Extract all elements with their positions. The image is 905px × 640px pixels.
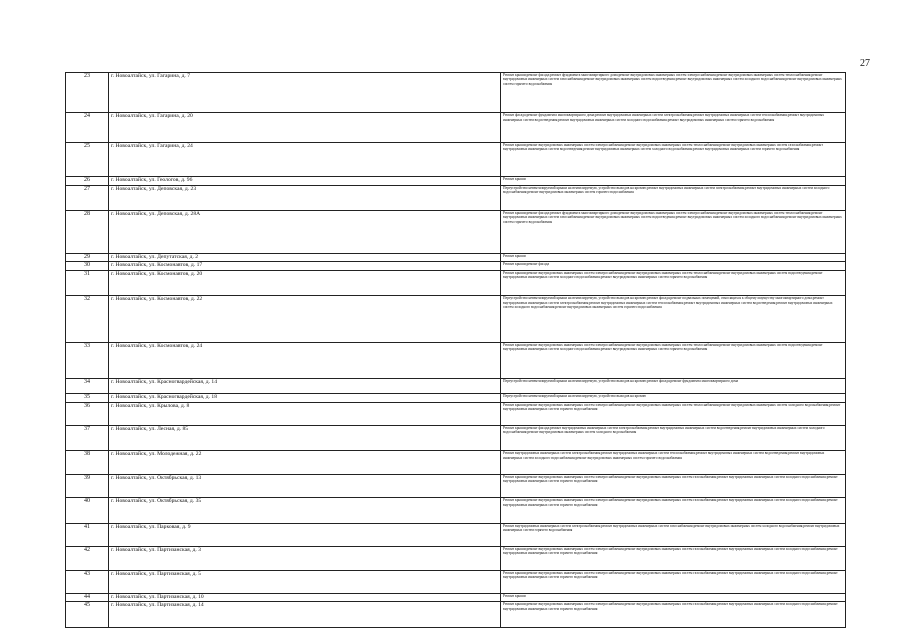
row-number: 24 — [66, 113, 109, 143]
row-number: 39 — [66, 474, 109, 497]
table-row — [66, 211, 846, 254]
row-number: 31 — [66, 270, 109, 296]
table-row — [66, 523, 846, 546]
table-row — [66, 73, 846, 113]
row-address: г. Новоалтайск, ул. Деповская, д. 28А — [109, 211, 501, 254]
row-works: Переустройство невентилируемой крыши на вентилируемую, устройство выходов на кровлю;ремонт внутридомовых инженерных систем электроснабжения;ремонт внутридомовых инженерных систем холодного водоснабжения;ремонт внутридомовых инженерных систем горячего водоснабжения — [501, 185, 846, 211]
table-row — [66, 402, 846, 425]
row-address: г. Новоалтайск, ул. Гагарина, д. 7 — [109, 73, 501, 113]
row-address: г. Новоалтайск, ул. Красногвардейская, д. 18 — [109, 394, 501, 403]
row-address: г. Новоалтайск, ул. Космонавтов, д. 24 — [109, 343, 501, 379]
row-address: г. Новоалтайск, ул. Партизанская, д. 5 — [109, 570, 501, 593]
row-number: 32 — [66, 296, 109, 343]
row-number: 44 — [66, 593, 109, 602]
row-number: 28 — [66, 211, 109, 254]
row-number: 33 — [66, 343, 109, 379]
table-row — [66, 394, 846, 403]
works-table — [65, 72, 846, 628]
row-address: г. Новоалтайск, ул. Космонавтов, д. 17 — [109, 262, 501, 271]
row-number: 37 — [66, 425, 109, 451]
row-works: Переустройство невентилируемой крыши на вентилируемую, устройство выходов на кровлю — [501, 394, 846, 403]
row-works: Ремонт крыши;ремонт фасада;ремонт фундамента многоквартирного дома;ремонт внутридомовых инженерных систем электроснабжения;ремонт внутридомовых инженерных систем теплоснабжения;ремонт внутридомовых инженерных систем газоснабжения;ремонт внутридомовых инженерных систем водоотведения;ремонт внутридомовых инженерных систем холодного водоснабжения;ремонт внутридомовых инженерных систем горячего водоснабжения — [501, 211, 846, 254]
row-address: г. Новоалтайск, ул. Парковая, д. 9 — [109, 523, 501, 546]
row-works: Ремонт крыши;ремонт внутридомовых инженерных систем электроснабжения;ремонт внутридомовых инженерных систем газоснабжения;ремонт внутридомовых инженерных систем холодного водоснабжения;ремонт внутридомовых инженерных систем горячего водоснабжения — [501, 602, 846, 628]
row-works: Ремонт внутридомовых инженерных систем электроснабжения;ремонт внутридомовых инженерных систем теплоснабжения;ремонт внутридомовых инженерных систем водоотведения;ремонт внутридомовых инженерных систем холодного водоснабжения;ремонт внутридомовых инженерных систем горячего водоснабжения — [501, 451, 846, 474]
row-number: 36 — [66, 402, 109, 425]
table-row — [66, 262, 846, 271]
row-works: Ремонт крыши — [501, 593, 846, 602]
table-row — [66, 425, 846, 451]
table-row — [66, 270, 846, 296]
row-address: г. Новоалтайск, ул. Партизанская, д. 10 — [109, 593, 501, 602]
table-row — [66, 177, 846, 186]
row-works: Ремонт крыши;ремонт внутридомовых инженерных систем электроснабжения;ремонт внутридомовых инженерных систем газоснабжения;ремонт внутридомовых инженерных систем холодного водоснабжения;ремонт внутридомовых инженерных систем горячего водоснабжения — [501, 547, 846, 570]
page-number: 27 — [860, 58, 870, 69]
row-number: 34 — [66, 379, 109, 394]
row-number: 35 — [66, 394, 109, 403]
table-row — [66, 474, 846, 497]
row-address: г. Новоалтайск, ул. Деповская, д. 23 — [109, 185, 501, 211]
row-address: г. Новоалтайск, ул. Октябрьская, д. 13 — [109, 474, 501, 497]
table-row — [66, 253, 846, 262]
row-works: Ремонт крыши;ремонт внутридомовых инженерных систем электроснабжения;ремонт внутридомовых инженерных систем теплоснабжения;ремонт внутридомовых инженерных систем газоснабжения;ремонт внутридомовых инженерных систем водоотведения;ремонт внутридомовых инженерных систем холодного водоснабжения;ремонт внутридомовых инженерных систем горячего водоснабжения — [501, 143, 846, 177]
row-address: г. Новоалтайск, ул. Октябрьская, д. 35 — [109, 498, 501, 524]
row-works: Ремонт крыши;ремонт внутридомовых инженерных систем электроснабжения;ремонт внутридомовых инженерных систем газоснабжения;ремонт внутридомовых инженерных систем холодного водоснабжения;ремонт внутридомовых инженерных систем горячего водоснабжения — [501, 570, 846, 593]
row-works: Ремонт внутридомовых инженерных систем электроснабжения;ремонт внутридомовых инженерных систем газоснабжения;ремонт внутридомовых инженерных систем холодного водоснабжения;ремонт внутридомовых инженерных систем горячего водоснабжения — [501, 523, 846, 546]
row-works: Ремонт крыши;ремонт фасада — [501, 262, 846, 271]
row-works: Переустройство невентилируемой крыши на вентилируемую, устройство выходов на кровлю;ремонт фасада;ремонт подвальных помещений, относящихся к общему имуществу многоквартирного дома;ремонт внутридомовых инженерных систем электроснабжения;ремонт внутридомовых инженерных систем теплоснабжения;ремонт внутридомовых инженерных систем водоотведения;ремонт внутридомовых инженерных систем холодного водоснабжения;ремонт внутридомовых инженерных систем горячего водоснабжения — [501, 296, 846, 343]
table-row — [66, 296, 846, 343]
row-address: г. Новоалтайск, ул. Красногвардейская, д. 14 — [109, 379, 501, 394]
row-address: г. Новоалтайск, ул. Крылова, д. 8 — [109, 402, 501, 425]
row-works: Ремонт крыши;ремонт внутридомовых инженерных систем электроснабжения;ремонт внутридомовых инженерных систем газоснабжения;ремонт внутридомовых инженерных систем холодного водоснабжения;ремонт внутридомовых инженерных систем горячего водоснабжения — [501, 498, 846, 524]
row-number: 27 — [66, 185, 109, 211]
row-number: 41 — [66, 523, 109, 546]
row-address: г. Новоалтайск, ул. Геологов, д. 96 — [109, 177, 501, 186]
row-works: Ремонт крыши — [501, 177, 846, 186]
row-address: г. Новоалтайск, ул. Партизанская, д. 14 — [109, 602, 501, 628]
row-address: г. Новоалтайск, ул. Космонавтов, д. 22 — [109, 296, 501, 343]
row-number: 29 — [66, 253, 109, 262]
table-row — [66, 547, 846, 570]
row-number: 26 — [66, 177, 109, 186]
table-row — [66, 343, 846, 379]
row-number: 25 — [66, 143, 109, 177]
table-row — [66, 570, 846, 593]
table-row — [66, 143, 846, 177]
row-works: Ремонт крыши;ремонт внутридомовых инженерных систем электроснабжения;ремонт внутридомовых инженерных систем газоснабжения;ремонт внутридомовых инженерных систем холодного водоснабжения;ремонт внутридомовых инженерных систем горячего водоснабжения — [501, 474, 846, 497]
table-row — [66, 379, 846, 394]
row-number: 43 — [66, 570, 109, 593]
table-row — [66, 498, 846, 524]
row-works: Ремонт крыши;ремонт внутридомовых инженерных систем электроснабжения;ремонт внутридомовых инженерных систем теплоснабжения;ремонт внутридомовых инженерных систем водоотведения;ремонт внутридомовых инженерных систем холодного водоснабжения;ремонт внутридомовых инженерных систем горячего водоснабжения — [501, 343, 846, 379]
row-works: Ремонт фасада;ремонт фундамента многоквартирного дома;ремонт внутридомовых инженерных систем электроснабжения;ремонт внутридомовых инженерных систем теплоснабжения;ремонт внутридомовых инженерных систем водоотведения;ремонт внутридомовых инженерных систем холодного водоснабжения;ремонт внутридомовых инженерных систем горячего водоснабжения — [501, 113, 846, 143]
row-address: г. Новоалтайск, ул. Космонавтов, д. 20 — [109, 270, 501, 296]
row-works: Ремонт крыши;ремонт фасада;ремонт фундамента многоквартирного дома;ремонт внутридомовых инженерных систем электроснабжения;ремонт внутридомовых инженерных систем теплоснабжения;ремонт внутридомовых инженерных систем газоснабжения;ремонт внутридомовых инженерных систем водоотведения;ремонт внутридомовых инженерных систем холодного водоснабжения;ремонт внутридомовых инженерных систем горячего водоснабжения — [501, 73, 846, 113]
table-row — [66, 451, 846, 474]
works-table-body — [66, 73, 846, 628]
row-number: 38 — [66, 451, 109, 474]
row-works: Ремонт крыши;ремонт фасада;ремонт внутридомовых инженерных систем электроснабжения;ремонт внутридомовых инженерных систем водоотведения;ремонт внутридомовых инженерных систем холодного водоснабжения;ремонт внутридомовых инженерных систем холодного водоснабжения — [501, 425, 846, 451]
row-works: Ремонт крыши;ремонт внутридомовых инженерных систем электроснабжения;ремонт внутридомовых инженерных систем теплоснабжения;ремонт внутридомовых инженерных систем холодного водоснабжения;ремонт внутридомовых инженерных систем горячего водоснабжения — [501, 402, 846, 425]
row-address: г. Новоалтайск, ул. Гагарина, д. 20 — [109, 113, 501, 143]
row-works: Ремонт крыши — [501, 253, 846, 262]
row-works: Ремонт крыши;ремонт внутридомовых инженерных систем электроснабжения;ремонт внутридомовых инженерных систем теплоснабжения;ремонт внутридомовых инженерных систем водоотведения;ремонт внутридомовых инженерных систем холодного водоснабжения;ремонт внутридомовых инженерных систем горячего водоснабжения — [501, 270, 846, 296]
table-row — [66, 593, 846, 602]
row-number: 23 — [66, 73, 109, 113]
row-address: г. Новоалтайск, ул. Депутатская, д. 2 — [109, 253, 501, 262]
table-row — [66, 602, 846, 628]
row-number: 45 — [66, 602, 109, 628]
table-row — [66, 113, 846, 143]
row-address: г. Новоалтайск, ул. Гагарина, д. 24 — [109, 143, 501, 177]
row-number: 30 — [66, 262, 109, 271]
row-works: Переустройство невентилируемой крыши на вентилируемую, устройство выходов на кровлю;ремонт фасада;ремонт фундамента многоквартирного дома — [501, 379, 846, 394]
row-address: г. Новоалтайск, ул. Партизанская, д. 3 — [109, 547, 501, 570]
row-number: 40 — [66, 498, 109, 524]
row-address: г. Новоалтайск, ул. Лесная, д. 85 — [109, 425, 501, 451]
table-row — [66, 185, 846, 211]
row-number: 42 — [66, 547, 109, 570]
row-address: г. Новоалтайск, ул. Молодежная, д. 22 — [109, 451, 501, 474]
